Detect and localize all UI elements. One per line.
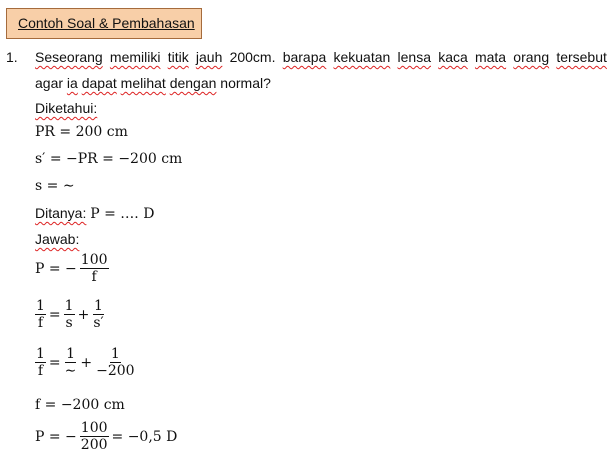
question-word: ia — [66, 75, 78, 91]
question-line-2 — [35, 74, 271, 92]
plus-sign: + — [77, 306, 90, 323]
equation-final — [35, 420, 177, 453]
asked-line — [35, 204, 154, 223]
fraction — [80, 420, 109, 453]
question-word: normal? — [220, 75, 271, 91]
plus-sign: + — [80, 354, 93, 371]
question-word: Seseorang — [35, 49, 103, 65]
question-word: jauh — [195, 49, 223, 65]
numerator: 1 — [36, 298, 45, 314]
asked-label: Ditanya: — [35, 205, 87, 221]
known-label: Diketahui: — [35, 100, 98, 116]
question-word: titik — [167, 49, 189, 65]
section-title — [6, 8, 202, 39]
denominator: f — [91, 269, 97, 285]
denominator: 200 — [80, 437, 108, 453]
question-word: orang — [513, 49, 550, 65]
equation-power — [35, 252, 109, 285]
equation-substitution — [35, 346, 136, 379]
question-word: mata — [474, 49, 507, 65]
question-word: barapa — [282, 49, 327, 65]
denominator: f — [37, 363, 44, 379]
question-word: 200cm. — [229, 49, 276, 65]
denominator: f — [37, 315, 44, 331]
question-word: agar — [35, 75, 64, 91]
question-word: dengan — [169, 75, 217, 91]
numerator: 1 — [64, 298, 74, 314]
focal-length-result: f = −200 cm — [35, 397, 125, 413]
fraction — [35, 346, 46, 379]
question-word: memiliki — [109, 49, 161, 65]
asked-value: P = …. D — [90, 206, 155, 222]
equation-lens — [35, 298, 105, 331]
numerator: 1 — [110, 346, 120, 362]
numerator: 100 — [80, 420, 108, 436]
item-number: 1. — [6, 49, 18, 65]
question-word: tersebut — [556, 49, 607, 65]
numerator: 1 — [36, 346, 45, 362]
question-word: dapat — [81, 75, 117, 91]
fraction — [64, 298, 75, 331]
known-pr: PR = 200 cm — [35, 124, 128, 140]
numerator: 100 — [80, 252, 108, 268]
equals-sign: = — [48, 354, 61, 371]
question-word: kekuatan — [333, 49, 391, 65]
denominator: s′ — [93, 315, 104, 331]
denominator: s — [65, 315, 73, 331]
question-word: kaca — [438, 49, 468, 65]
question-word: lensa — [397, 49, 431, 65]
question-line-1 — [35, 48, 607, 66]
question-word: melihat — [120, 75, 166, 91]
denominator: −200 — [96, 363, 135, 379]
fraction — [35, 298, 46, 331]
denominator: ∼ — [64, 363, 77, 379]
answer-label: Jawab: — [35, 231, 80, 247]
final-result: = −0,5 D — [111, 428, 178, 445]
fraction — [80, 252, 109, 285]
eq-lhs: P = − — [35, 428, 77, 445]
known-s: s = ∼ — [35, 178, 75, 194]
fraction — [92, 298, 104, 331]
section-title-text: Contoh Soal & Pembahasan — [18, 15, 195, 31]
numerator: 1 — [94, 298, 103, 314]
fraction — [95, 346, 135, 379]
numerator: 1 — [66, 346, 75, 362]
fraction — [64, 346, 78, 379]
known-s-prime: s′ = −PR = −200 cm — [35, 151, 183, 167]
eq-lhs: P = − — [35, 260, 77, 277]
equals-sign: = — [48, 306, 61, 323]
